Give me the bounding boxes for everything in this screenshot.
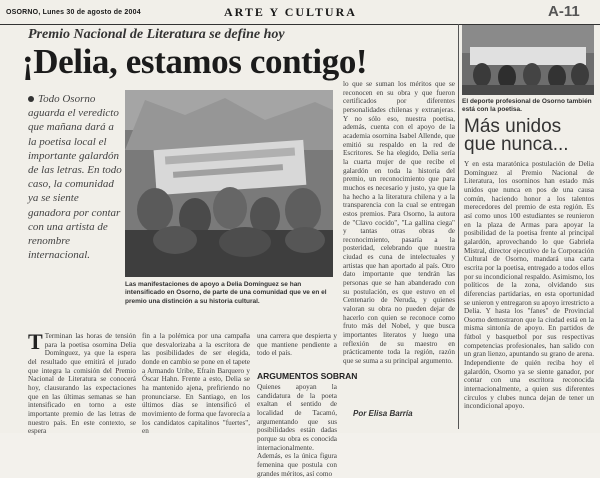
column-4-text: lo que se suman los méritos que se reconocen en su obra y que fueron certificados por diferentes personalidades chilenas y extranjeras. Y no sólo eso, nuestra poetisa, además, cuenta con el apoyo de la academia osornina Isabel Allende, que emitió su respaldo en la red de Escritores. Se ha elegido, Delia sería la cuarta mujer de que recibe el galardón en toda la historia del premio, un reconocimiento que para muchos es necesario y justo, ya que la ha hecho a la literatura chilena y a la transparencia con la cual se entregan estos premios. Para Osorno, la autora de "Clavo cocido", "La gallina ciega" y tantas otras obras de reconocimiento, pasaría a la posteridad, celebrando que nuestra ciudad es cuna de intelectuales y artistas que han aportado al país. Otro dato importante que tendrán las personas que se han abanderado con su postulación, es que estuvo en el Centenario de Neruda, y quienes valoran su obra no pueden dejar de hacerlo con quien se reconoce como fruto más del Nobel, y que busca importantes literatos y luego una reflexión de su maestro en prácticamente toda la región, razón que se suma a su principal argumento. <box>343 80 455 365</box>
column-5 <box>464 160 594 430</box>
page-header <box>0 0 600 25</box>
crowd-photo <box>125 90 333 277</box>
sports-photo <box>462 25 594 95</box>
column-5-text: Y en esta maratónica postulación de Delia Domínguez al Premio Nacional de Literatura, los osorninos han estado más unidos que nunca en pos de una causa común, haciendo honor a los talentos merecedores del premio de esta región. Es así como unos 100 estudiantes se reunieron en la plaza de Armas para apoyar la posibilidad de la poetisa frente al principal galardón, aprovechando lo que Gabriela Mistral, director ejecutivo de la Corporación Cultural de Osorno, mandará una carta escrita por la poetisa, entregado a todos ellos por su incondicional respaldo. Asimismo, los políticos de la zona, olvidando sus diferencias partidarias, en esta oportunidad se unieron y entregaron su apoyo irrestricto a Delia. Y hasta los "fanes" de Provincial Osorno demostraron que la ciudad está en la misma sintonía de apoyo. En partidos de fútbol y basquetbol por sus respectivas competencias profesionales, han salido con un gran lienzo, apuntando su grano de arena. Independiente de quién reciba hoy el galardón, Osorno ya se siente ganador, por contar con una escritora reconocida internacionalmente, a quien sus diferentes círculos y clubes nunca dejan de tener un incondicional apoyo. <box>464 160 594 411</box>
headline: ¡Delia, estamos contigo! <box>22 42 368 81</box>
dateline: OSORNO, Lunes 30 de agosto de 2004 <box>6 9 141 16</box>
bullet-icon <box>28 96 34 102</box>
page-number: A-11 <box>548 3 580 20</box>
byline: Por Elisa Barría <box>353 409 413 418</box>
column-divider <box>458 24 459 429</box>
dropcap: T <box>28 329 43 354</box>
kicker: Premio Nacional de Literatura se define hoy <box>28 27 285 42</box>
column-3b <box>257 383 337 478</box>
lead-text <box>28 92 124 262</box>
column-1 <box>28 329 136 436</box>
crowd-photo-graphic <box>125 90 333 277</box>
lead-body: Todo Osorno aguarda el veredicto que mañana dará a la poetisa local el importante galardón de las letras. En todo caso, la comunidad ya se siente ganadora por contar con una artista de renombre internacional. <box>28 93 122 262</box>
column-3b-text: Quienes apoyan la candidatura de la poeta exaltan el sentido de localidad de Tacamó, argumentando que sus posibilidades están dadas porque su obra es conocida internacionalmente. Además, es la única figura femenina que postula con grandes méritos, así como <box>257 383 337 478</box>
column-4 <box>343 80 455 405</box>
column-3-text: una carrera que despierta y que mantiene pendiente a todo el país. <box>257 332 337 358</box>
column-2-text: fin a la polémica por una campaña que desvalorizaba a la escritora de las posibilidades de ser elegida, donde en cambio se pone en el tapete a Armando Uribe, Efraín Barquero y Óscar Hahn. Frente a esto, Delia se ha mantenido ajena, prefiriendo no pronunciarse. En Santiago, en los últimos días se intensificó el movimiento de forma que favorecía a los candidatos capitalinos "fuertes", en <box>142 332 250 436</box>
photo-caption: Las manifestaciones de apoyo a Delia Domínguez se han intensificado en Osorno, de parte de una comunidad que ve en el premio una distinción a su historia cultural. <box>125 281 327 305</box>
crosshead: ARGUMENTOS SOBRAN <box>257 371 358 381</box>
column-3 <box>257 332 337 368</box>
section-title: ARTE Y CULTURA <box>224 5 357 19</box>
sports-photo-graphic <box>462 25 594 95</box>
column-1-text: Terminan las horas de tensión para la poetisa osornina Delia Domínguez, ya que la espera del resultado que emitirá el jurado que integra la comisión del Premio Nacional de Literatura se conocerá hoy, clausurando las expectaciones que en las últimas semanas se han intensificado en torno a este importante premio de las letras de nuestro país. En este contexto, se espera <box>28 332 136 436</box>
sidebar-subhead: Más unidos que nunca... <box>464 116 569 155</box>
column-2 <box>142 332 250 436</box>
sports-photo-caption: El deporte profesional de Osorno también está con la poetisa. <box>462 98 592 114</box>
